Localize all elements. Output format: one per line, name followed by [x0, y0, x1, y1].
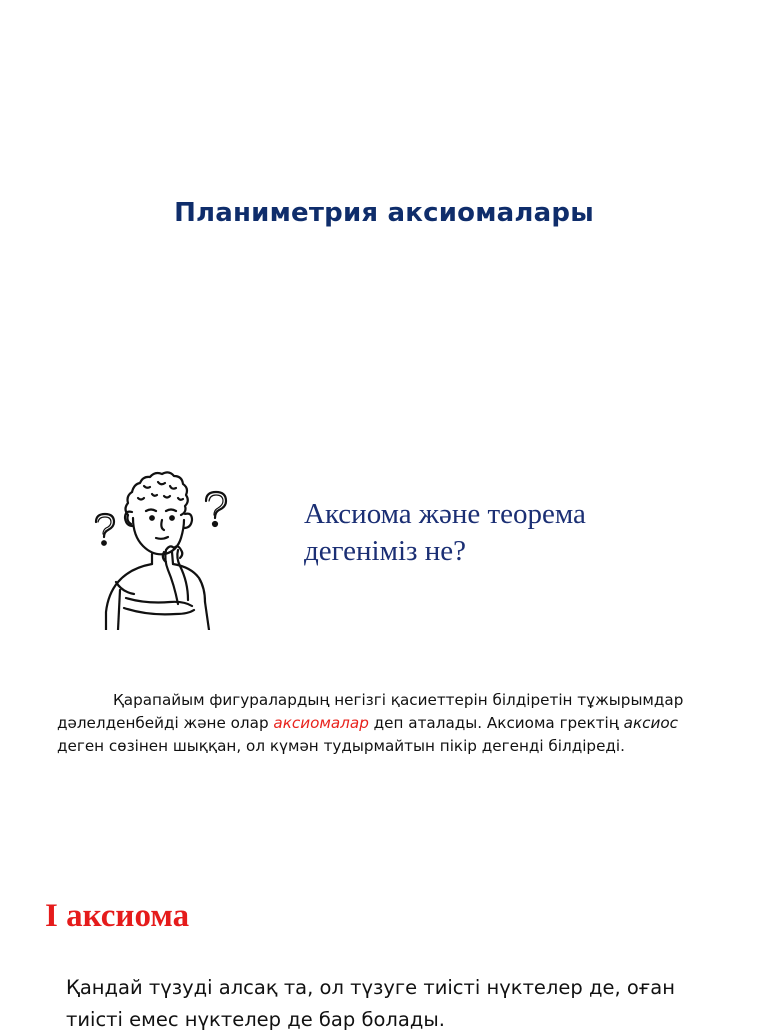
intro-text-part-3: деген сөзінен шыққан, ол күмән тудырмайтын пікір дегенді білдіреді. [57, 737, 625, 755]
intro-text-part-2: деп аталады. Аксиома гректің [368, 714, 624, 732]
thinking-person-icon [60, 458, 260, 630]
term-axioms: аксиомалар [273, 714, 369, 732]
question-heading [304, 496, 744, 570]
axiom-heading: I аксиома [45, 898, 190, 934]
term-axios: аксиос [623, 714, 678, 732]
axiom-text: Қандай түзуді алсақ та, ол түзуге тиісті нүктелер де, оған тиісті емес нүктелер де бар болады. [66, 976, 675, 1031]
question-line-1: Аксиома және теорема [304, 498, 586, 530]
intro-paragraph [57, 689, 697, 758]
intro-text-part-1: Қарапайым фигуралардың негізгі қасиеттерін білдіретін тұжырымдар дәлелденбейді және олар [57, 691, 684, 732]
question-line-2: дегеніміз не? [304, 535, 466, 567]
page-title: Планиметрия аксиомалары [174, 198, 594, 228]
